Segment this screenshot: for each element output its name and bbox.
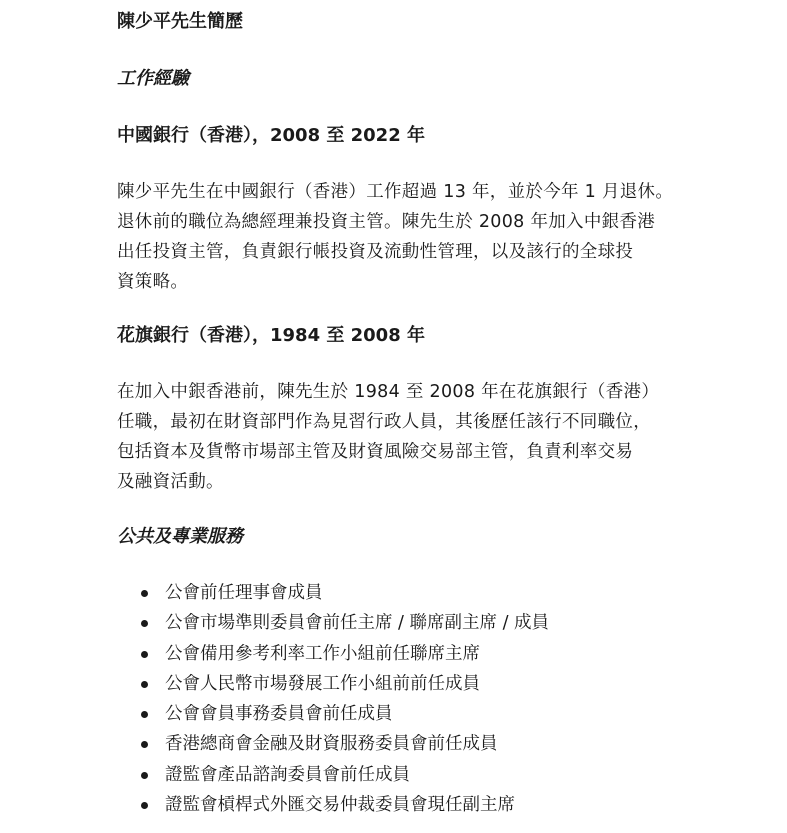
paragraph-line: 任職，最初在財資部門作為見習行政人員，其後歷任該行不同職位， bbox=[117, 412, 651, 432]
boc-paragraph bbox=[117, 177, 692, 297]
bullet-icon bbox=[141, 681, 148, 688]
list-item-text: 公會會員事務委員會前任成員 bbox=[165, 704, 393, 725]
paragraph-line: 在加入中銀香港前，陳先生於 1984 至 2008 年在花旗銀行（香港） bbox=[117, 382, 660, 402]
public-service-heading: 公共及專業服務 bbox=[117, 526, 243, 547]
list-item-text: 公會人民幣市場發展工作小組前前任成員 bbox=[165, 673, 480, 694]
list-item bbox=[117, 608, 549, 638]
paragraph-line: 退休前的職位為總經理兼投資主管。陳先生於 2008 年加入中銀香港 bbox=[117, 212, 656, 232]
paragraph-line: 包括資本及貨幣市場部主管及財資風險交易部主管，負責利率交易 bbox=[117, 442, 634, 462]
bullet-icon bbox=[141, 741, 148, 748]
list-item bbox=[117, 729, 549, 759]
paragraph-line: 及融資活動。 bbox=[117, 472, 224, 492]
list-item bbox=[117, 699, 549, 729]
list-item bbox=[117, 669, 549, 699]
list-item bbox=[117, 578, 549, 608]
document-title: 陳少平先生簡歷 bbox=[117, 11, 243, 32]
list-item bbox=[117, 790, 549, 820]
bullet-icon bbox=[141, 620, 148, 627]
list-item-text: 公會前任理事會成員 bbox=[165, 583, 323, 603]
list-item-text: 香港總商會金融及財資服務委員會前任成員 bbox=[165, 734, 498, 755]
bullet-icon bbox=[141, 590, 148, 597]
paragraph-line: 出任投資主管，負責銀行帳投資及流動性管理，以及該行的全球投 bbox=[117, 242, 634, 262]
citibank-paragraph bbox=[117, 377, 692, 497]
list-item-text: 公會備用參考利率工作小組前任聯席主席 bbox=[165, 643, 480, 664]
list-item-text: 公會市場準則委員會前任主席 / 聯席副主席 / 成員 bbox=[165, 613, 550, 634]
bullet-icon bbox=[141, 711, 148, 718]
bullet-icon bbox=[141, 802, 148, 809]
public-service-list bbox=[117, 578, 549, 820]
list-item bbox=[117, 760, 549, 790]
list-item-text: 證監會產品諮詢委員會前任成員 bbox=[165, 764, 410, 785]
list-item-text: 證監會槓桿式外匯交易仲裁委員會現任副主席 bbox=[165, 795, 515, 816]
work-experience-heading: 工作經驗 bbox=[117, 68, 189, 89]
bullet-icon bbox=[141, 651, 148, 658]
employer-heading-citibank: 花旗銀行（香港），1984 至 2008 年 bbox=[117, 325, 425, 346]
list-item bbox=[117, 639, 549, 669]
paragraph-line: 資策略。 bbox=[117, 272, 189, 292]
paragraph-line: 陳少平先生在中國銀行（香港）工作超過 13 年，並於今年 1 月退休。 bbox=[117, 182, 674, 202]
bullet-icon bbox=[141, 772, 148, 779]
employer-heading-boc: 中國銀行（香港），2008 至 2022 年 bbox=[117, 125, 425, 146]
